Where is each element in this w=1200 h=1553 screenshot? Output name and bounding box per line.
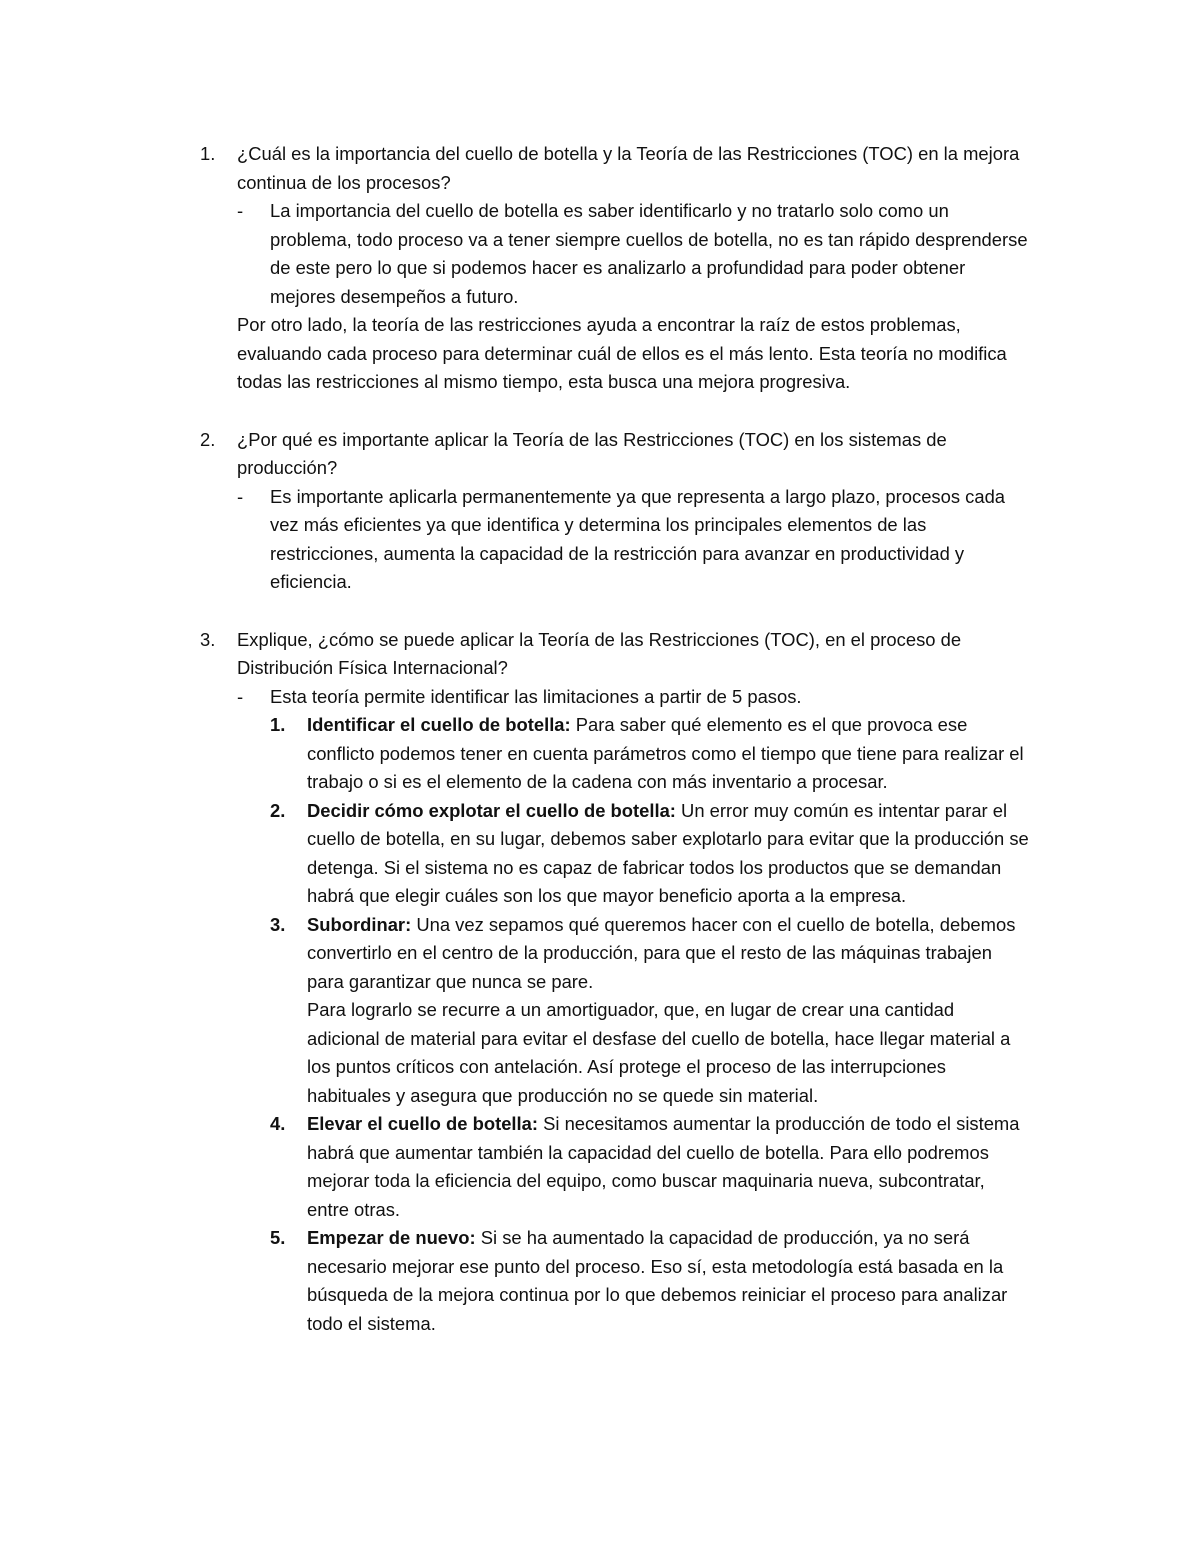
- step-3: [270, 911, 1030, 1111]
- question-number: 3.: [200, 628, 216, 650]
- question-text: ¿Por qué es importante aplicar la Teoría de las Restricciones (TOC) en los sistemas de producción?: [237, 428, 947, 478]
- document-content: [200, 140, 1030, 1338]
- step-title: Elevar el cuello de botella:: [307, 1113, 538, 1134]
- answer-text: Es importante aplicarla permanentemente ya que representa a largo plazo, procesos cada vez más eficientes ya que identifica y determina los principales elementos de las restricciones, aumenta la capacidad de la restricción para avanzar en productividad y eficiencia.: [270, 485, 1006, 592]
- step-number: 1.: [270, 714, 286, 735]
- step-text: Si necesitamos aumentar la producción de todo el sistema habrá que aumentar también la capacidad del cuello de botella. Para ello podremos mejorar toda la eficiencia del equipo, como buscar maquinaria nueva, subcontratar, entre otras.: [307, 1113, 1020, 1220]
- step-2: [270, 797, 1030, 911]
- answer-1-extra: Por otro lado, la teoría de las restricciones ayuda a encontrar la raíz de estos problemas, evaluando cada proceso para determinar cuál de ellos es el más lento. Esta teoría no modifica todas las restricciones al mismo tiempo, esta busca una mejora progresiva.: [237, 314, 1007, 392]
- step-title: Empezar de nuevo:: [307, 1227, 476, 1248]
- step-title: Identificar el cuello de botella:: [307, 714, 571, 735]
- step-text: Para saber qué elemento es el que provoca ese conflicto podemos tener en cuenta parámetros como el tiempo que tiene para realizar el trabajo o si es el elemento de la cadena con más inventario a procesar.: [307, 714, 1024, 792]
- step-number: 5.: [270, 1227, 286, 1248]
- step-number: 3.: [270, 913, 286, 935]
- question-3: [200, 626, 1030, 683]
- answer-3: [237, 683, 1030, 712]
- answer-text: Esta teoría permite identificar las limitaciones a partir de 5 pasos.: [270, 685, 802, 707]
- dash-bullet: -: [237, 485, 244, 507]
- dash-bullet: -: [237, 200, 244, 221]
- step-text: Un error muy común es intentar parar el cuello de botella, en su lugar, debemos saber explotarlo para evitar que la producción se detenga. Si el sistema no es capaz de fabricar todos los productos que se demandan habrá que elegir cuáles son los que mayor beneficio aporta a la empresa.: [307, 799, 1029, 906]
- step-text: Una vez sepamos qué queremos hacer con el cuello de botella, debemos convertirlo en el centro de la producción, para que el resto de las máquinas trabajen para garantizar que nunca se pare.: [307, 913, 1016, 992]
- question-1: [200, 140, 1030, 197]
- question-text: ¿Cuál es la importancia del cuello de botella y la Teoría de las Restricciones (TOC) en la mejora continua de los procesos?: [237, 143, 1020, 193]
- step-4: [270, 1110, 1030, 1224]
- step-title: Decidir cómo explotar el cuello de botella:: [307, 799, 676, 821]
- step-5: [270, 1224, 1030, 1338]
- question-text: Explique, ¿cómo se puede aplicar la Teoría de las Restricciones (TOC), en el proceso de Distribución Física Internacional?: [237, 628, 962, 678]
- step-number: 2.: [270, 799, 286, 821]
- question-number: 1.: [200, 143, 216, 164]
- step-number: 4.: [270, 1113, 286, 1134]
- step-title: Subordinar:: [307, 913, 412, 935]
- step-1: [270, 711, 1030, 797]
- dash-bullet: -: [237, 685, 244, 707]
- answer-2: [237, 483, 1030, 597]
- steps-list: [270, 711, 1030, 1338]
- answer-1: [237, 197, 1030, 311]
- step-text: Si se ha aumentado la capacidad de producción, ya no será necesario mejorar ese punto del proceso. Eso sí, esta metodología está basada en la búsqueda de la mejora continua por lo que debemos reiniciar el proceso para analizar todo el sistema.: [307, 1227, 1008, 1334]
- answer-text: La importancia del cuello de botella es saber identificarlo y no tratarlo solo como un problema, todo proceso va a tener siempre cuellos de botella, no es tan rápido desprenderse de este pero lo que si podemos hacer es analizarlo a profundidad para poder obtener mejores desempeños a futuro.: [270, 200, 1028, 307]
- question-number: 2.: [200, 428, 216, 450]
- question-2: [200, 426, 1030, 483]
- step-extra-text: Para lograrlo se recurre a un amortiguador, que, en lugar de crear una cantidad adicional de material para evitar el desfase del cuello de botella, hace llegar material a los puntos críticos con antelación. Así protege el proceso de las interrupciones habituales y asegura que producción no se quede sin material.: [307, 999, 1011, 1106]
